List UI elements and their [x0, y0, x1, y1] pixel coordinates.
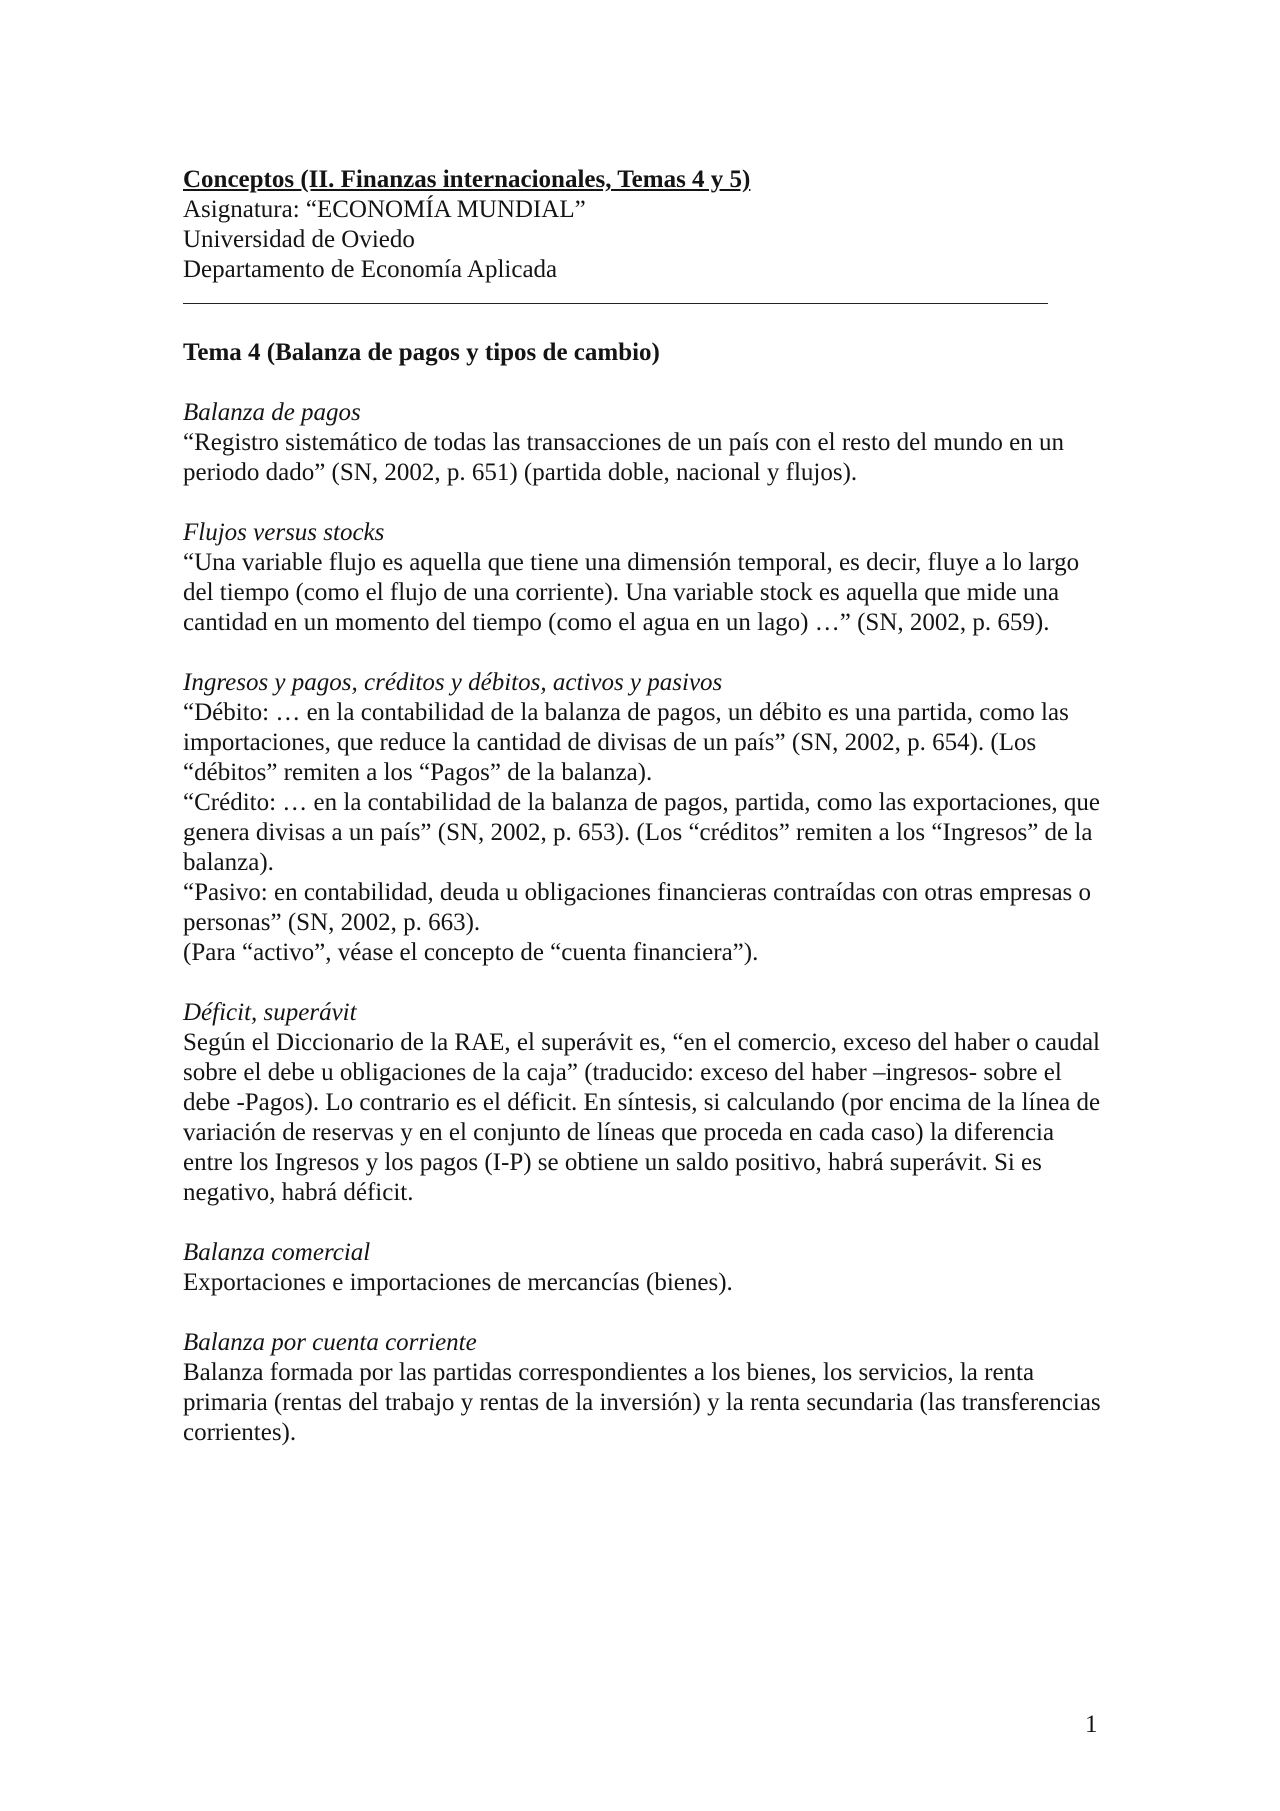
concept-paragraph-debito: “Débito: … en la contabilidad de la balanza de pagos, un débito es una partida, como las importaciones, que reduce la cantidad de divisas de un país” (SN, 2002, p. 654). (Los “débitos” remiten a los “Pagos” de la balanza). — [183, 699, 1069, 786]
concept-paragraph-activo-note: (Para “activo”, véase el concepto de “cuenta financiera”). — [183, 939, 759, 966]
document-title: Conceptos (II. Finanzas internacionales, Temas 4 y 5) — [183, 166, 751, 193]
page-number: 1 — [1085, 1711, 1098, 1738]
concept-title: Déficit, superávit — [183, 999, 357, 1026]
concept-title: Balanza por cuenta corriente — [183, 1329, 477, 1356]
concept-paragraph-pasivo: “Pasivo: en contabilidad, deuda u obligaciones financieras contraídas con otras empresas o personas” (SN, 2002, p. 663). — [183, 879, 1092, 936]
concept-title: Balanza de pagos — [183, 399, 361, 426]
concept-paragraph: “Registro sistemático de todas las transacciones de un país con el resto del mundo en un periodo dado” (SN, 2002, p. 651) (partida doble, nacional y flujos). — [183, 429, 1065, 486]
university-line: Universidad de Oviedo — [183, 226, 415, 253]
concept-balanza-comercial — [183, 1238, 1103, 1298]
concept-title: Flujos versus stocks — [183, 519, 385, 546]
document-page — [183, 165, 1103, 1478]
concept-flujos-versus-stocks — [183, 518, 1103, 638]
concept-list — [183, 398, 1103, 1448]
concept-paragraph-credito: “Crédito: … en la contabilidad de la balanza de pagos, partida, como las exportaciones, que genera divisas a un país” (SN, 2002, p. 653). (Los “créditos” remiten a los “Ingresos” de la balanza). — [183, 789, 1101, 876]
concept-paragraph: Según el Diccionario de la RAE, el superávit es, “en el comercio, exceso del haber o caudal sobre el debe u obligaciones de la caja” (traducido: exceso del haber –ingresos- sobre el debe -Pagos). Lo contrario es el déficit. En síntesis, si calculando (por encima de la línea de variación de reservas y en el conjunto de líneas que proceda en cada caso) la diferencia entre los Ingresos y los pagos (I-P) se obtiene un saldo positivo, habrá superávit. Si es negativo, habrá déficit. — [183, 1029, 1101, 1206]
concept-ingresos-y-pagos — [183, 668, 1103, 968]
concept-paragraph: “Una variable flujo es aquella que tiene una dimensión temporal, es decir, fluye a lo largo del tiempo (como el flujo de una corriente). Una variable stock es aquella que mide una cantidad en un momento del tiempo (como el agua en un lago) …” (SN, 2002, p. 659). — [183, 549, 1080, 636]
department-line: Departamento de Economía Aplicada — [183, 256, 558, 283]
concept-balanza-de-pagos — [183, 398, 1103, 488]
concept-deficit-superavit — [183, 998, 1103, 1208]
document-header — [183, 165, 1103, 285]
concept-title: Balanza comercial — [183, 1239, 371, 1266]
section-title: Tema 4 (Balanza de pagos y tipos de cambio) — [183, 339, 660, 366]
concept-paragraph: Exportaciones e importaciones de mercancías (bienes). — [183, 1269, 733, 1296]
concept-title: Ingresos y pagos, créditos y débitos, activos y pasivos — [183, 669, 723, 696]
horizontal-rule — [183, 303, 1048, 304]
concept-paragraph: Balanza formada por las partidas correspondientes a los bienes, los servicios, la renta primaria (rentas del trabajo y rentas de la inversión) y la renta secundaria (las transferencias corrientes). — [183, 1359, 1101, 1446]
concept-balanza-cuenta-corriente — [183, 1328, 1103, 1448]
subject-line: Asignatura: “ECONOMÍA MUNDIAL” — [183, 196, 586, 223]
